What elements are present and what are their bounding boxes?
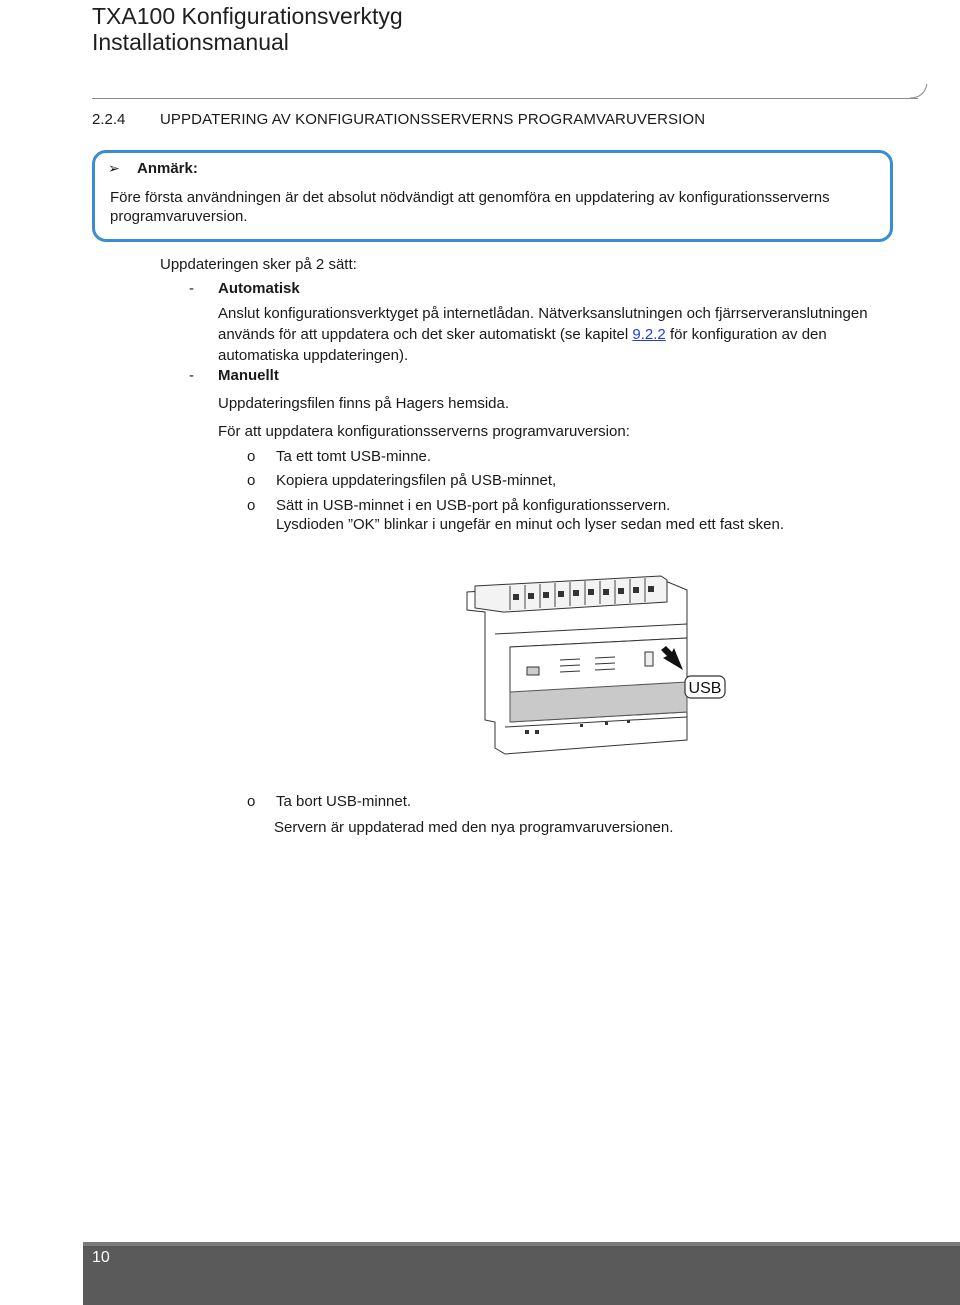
list-bullet: o bbox=[247, 793, 256, 810]
header-rule-curl bbox=[910, 82, 932, 102]
footer-strip bbox=[83, 1242, 960, 1246]
section-number: 2.2.4 bbox=[92, 111, 126, 128]
usb-label: USB bbox=[688, 680, 722, 697]
manual-heading: Manuellt bbox=[218, 367, 279, 384]
manual-paragraph-1: Uppdateringsfilen finns på Hagers hemsida. bbox=[218, 395, 509, 412]
header-rule bbox=[92, 98, 918, 99]
arrow-bullet-icon: ➢ bbox=[108, 160, 120, 176]
note-text: Före första användningen är det absolut nödvändigt att genomföra en uppdatering av konfigurationsserverns programvaruversion. bbox=[110, 189, 830, 225]
list-item: Sätt in USB-minnet i en USB-port på konfigurationsservern. bbox=[276, 497, 671, 514]
list-bullet: o bbox=[247, 497, 256, 514]
list-item: Ta bort USB-minnet. bbox=[276, 793, 412, 810]
automatic-dash: - bbox=[189, 280, 194, 297]
list-item: Ta ett tomt USB-minne. bbox=[276, 448, 432, 465]
manual-dash: - bbox=[189, 367, 194, 384]
list-bullet: o bbox=[247, 472, 256, 489]
intro-text: Uppdateringen sker på 2 sätt: bbox=[160, 256, 357, 273]
document-title: TXA100 Konfigurationsverktyg bbox=[92, 3, 403, 29]
manual-paragraph-2: För att uppdatera konfigurationsserverns programvaruversion: bbox=[218, 423, 630, 440]
page-footer bbox=[83, 1242, 960, 1305]
automatic-heading: Automatisk bbox=[218, 280, 300, 297]
automatic-paragraph: Anslut konfigurationsverktyget på internetlådan. Nätverksanslutningen och fjärrserveranslutningen används för att uppdatera och det sker automatiskt (se kapitel 9.2.2 för konfiguration av den automatiska uppdateringen). bbox=[218, 305, 868, 364]
list-bullet: o bbox=[247, 448, 256, 465]
list-item: Kopiera uppdateringsfilen på USB-minnet, bbox=[276, 472, 557, 489]
note-label: Anmärk: bbox=[137, 160, 198, 177]
section-title: UPPDATERING AV KONFIGURATIONSSERVERNS PROGRAMVARUVERSION bbox=[160, 111, 706, 128]
document-subtitle: Installationsmanual bbox=[92, 29, 289, 55]
final-note: Servern är uppdaterad med den nya programvaruversionen. bbox=[274, 819, 674, 836]
list-item-detail: Lysdioden ”OK” blinkar i ungefär en minut och lyser sedan med ett fast sken. bbox=[276, 516, 785, 533]
page-number: 10 bbox=[92, 1249, 110, 1266]
chapter-link[interactable]: 9.2.2 bbox=[632, 326, 666, 343]
server-device-illustration bbox=[455, 572, 755, 762]
